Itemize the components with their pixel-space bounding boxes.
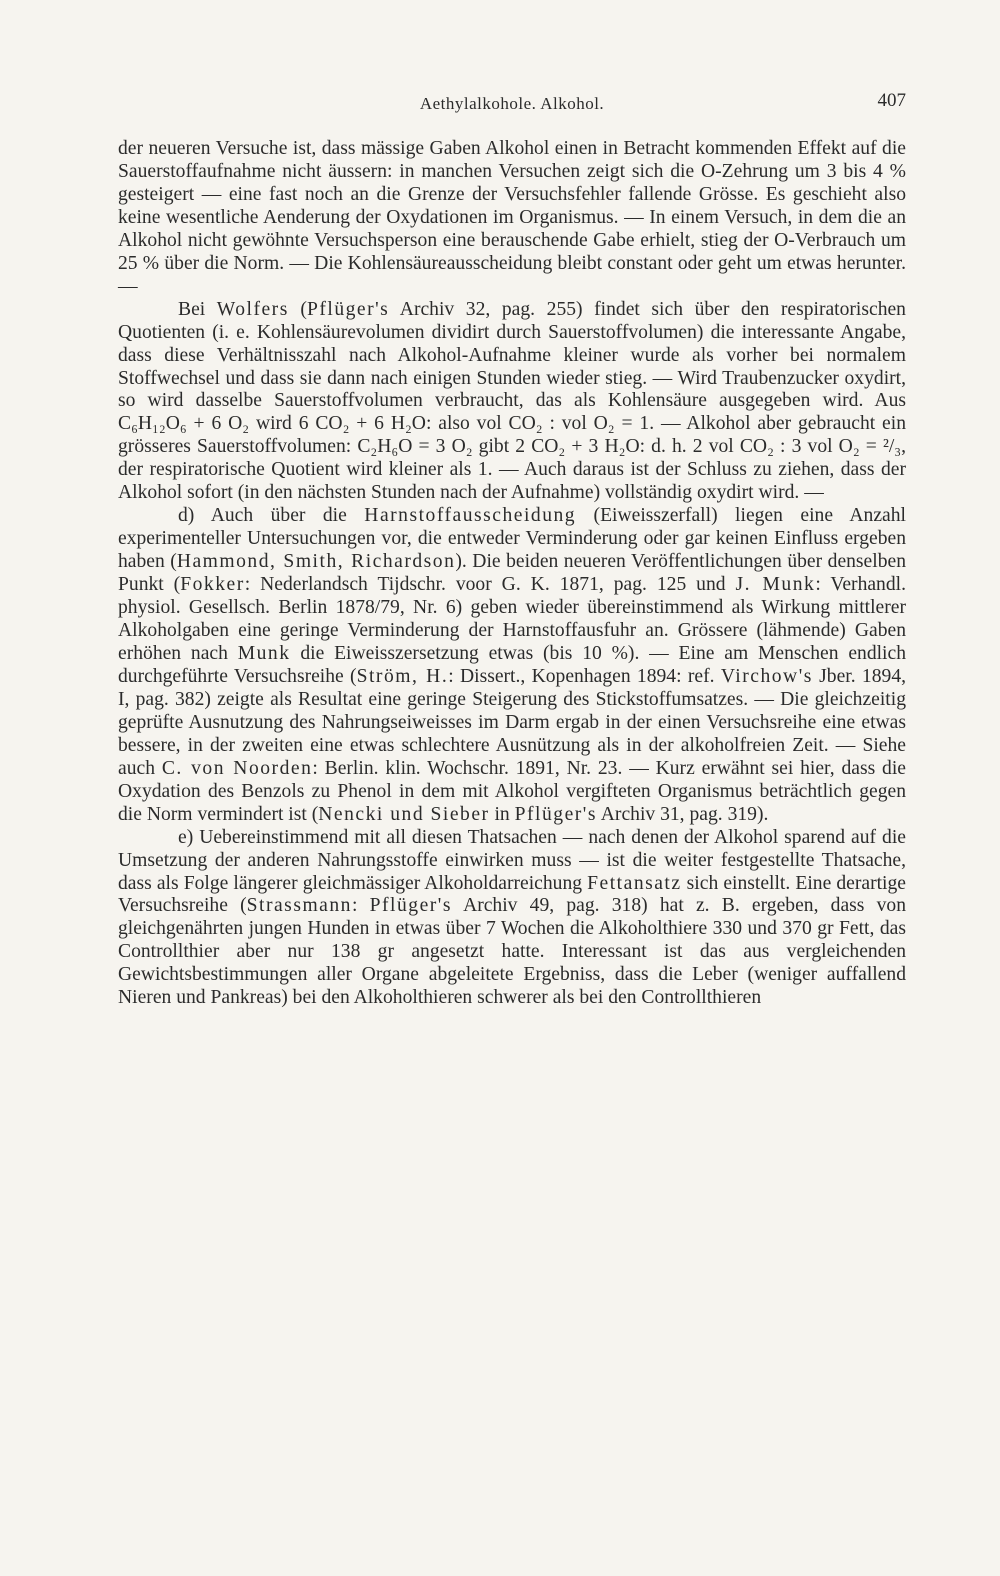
page-number: 407 [877, 90, 906, 111]
text-run: in [489, 803, 515, 825]
text-run: ( [288, 298, 307, 320]
text-run: Jber. 1894, I, pag. 382) zeigte als Resultat eine geringe Steigerung des Stickstoffumsatzes. — Die gleichzeitig geprüfte Ausnutzung des Nahrungseiweisses im Darm ergab in der einen Versuchsreihe eine etwas bessere, in der zweiten eine etwas schlechtere Ausnützung als in der alkoholfreien Zeit. — Siehe auch [118, 665, 907, 779]
text-run: : Verhandl. physiol. Gesellsch. Berlin 1878/79, Nr. 6) geben wieder übereinstimmend als Wirkung mittlerer Alkoholgaben eine geringe Verminderung der Harnstoffausfuhr an. Grössere (lähmende) Gaben erhöhen nach [118, 574, 906, 664]
text-run: : [351, 895, 370, 917]
spaced-name: Munk [237, 642, 291, 664]
spaced-name: Fettansatz [587, 872, 682, 894]
spaced-name: C. von Noorden [161, 757, 313, 779]
text-run: Bei [178, 298, 217, 320]
text-run: ). Die beiden neueren Veröffentlichungen über denselben Punkt ( [118, 551, 906, 596]
spaced-name: Wolfers [216, 298, 289, 320]
spaced-name: Harnstoffausscheidung [364, 505, 577, 527]
spaced-name: Virchow's [720, 665, 813, 687]
text-run: sich einstellt. Eine derartige Versuchsreihe ( [118, 872, 906, 917]
running-header [118, 90, 906, 120]
text-run: e) Uebereinstimmend mit all diesen Thatsachen — nach denen der Alkohol sparend auf die Umsetzung der anderen Nahrungsstoffe einwirken muss — ist die weiter festgestellte Thatsache, dass als Folge längerer gleichmässiger Alkoholdarreichung [118, 826, 906, 894]
text-run: die Eiweisszersetzung etwas (bis 10 %). — Eine am Menschen endlich durchgeführte Versuchsreihe ( [118, 642, 906, 687]
spaced-name: Fokker [180, 574, 245, 596]
text-run: (Eiweisszerfall) liegen eine Anzahl experimenteller Untersuchungen vor, die entweder Verminderung oder gar keinen Einfluss ergeben haben ( [118, 505, 906, 573]
paragraph [118, 138, 906, 299]
text-run: d) Auch über die [178, 505, 365, 527]
spaced-name: Hammond, Smith, Richardson [176, 551, 456, 573]
text-run: Archiv 49, pag. 318) hat z. B. ergeben, dass von gleichgenährten jungen Hunden in etwas über 7 Wochen die Alkoholthiere 330 und 370 gr Fett, das Controllthier aber nur 138 gr angesetzt hatte. Interessant ist das aus vergleichenden Gewichtsbestimmungen aller Organe abgeleitete Ergebniss, dass die Leber (weniger auffallend Nieren und Pankreas) bei den Alkoholthieren schwerer als bei den Controllthieren [118, 895, 907, 1009]
paragraph [118, 505, 906, 826]
text-run: Archiv 32, pag. 255) findet sich über den respiratorischen Quotienten (i. e. Kohlensäurevolumen dividirt durch Sauerstoffvolumen) die interessante Angabe, dass diese Verhältnisszahl nach Alkohol-Aufnahme kleiner wurde als vorher bei normalem Stoffwechsel und dass sie dann nach einigen Stunden wieder stieg. — Wird Traubenzucker oxydirt, so wird dasselbe Sauerstoffvolumen verbraucht, das als Kohlensäure ausgegeben wird. Aus C₆H₁₂O₆ + 6 O₂ wird 6 CO₂ + 6 H₂O: also vol CO₂ : vol O₂ = 1. — Alkohol aber gebraucht ein grösseres Sauerstoffvolumen: C₂H₆O = 3 O₂ gibt 2 CO₂ + 3 H₂O: d. h. 2 vol CO₂ : 3 vol O₂ = ²/₃, der respiratorische Quotient wird kleiner als 1. — Auch daraus ist der Schluss zu ziehen, dass der Alkohol sofort (in den nächsten Stunden nach der Aufnahme) vollständig oxydirt wird. — [118, 298, 906, 504]
body-text [118, 138, 906, 1010]
spaced-name: J. Munk [735, 574, 816, 596]
spaced-name: Ström, H. [356, 665, 449, 687]
spaced-name: Pflüger's [306, 298, 390, 320]
paragraph [118, 827, 906, 1011]
text-run: : Berlin. klin. Wochschr. 1891, Nr. 23. — Kurz erwähnt sei hier, dass die Oxydation des Benzols zu Phenol in dem mit Alkohol vergifteten Organismus beträchtlich gegen die Norm vermindert ist ( [118, 757, 906, 825]
spaced-name: Nencki und Sieber [318, 803, 490, 825]
spaced-name: Pflüger's [369, 895, 452, 917]
text-run: : Dissert., Kopenhagen 1894: ref. [448, 665, 721, 687]
text-run: Archiv 31, pag. 319). [596, 803, 769, 825]
running-title: Aethylalkohole. Alkohol. [419, 94, 605, 113]
spaced-name: Pflüger's [514, 803, 597, 825]
text-run: der neueren Versuche ist, dass mässige Gaben Alkohol einen in Betracht kommenden Effekt auf die Sauerstoffaufnahme nicht äussern: in manchen Versuchen zeigt sich die O-Zehrung um 3 bis 4 % gesteigert — eine fast noch an die Grenze der Versuchsfehler fallende Grösse. Es geschieht also keine wesentliche Aenderung der Oxydationen im Organismus. — In einem Versuch, in dem die an Alkohol nicht gewöhnte Versuchsperson eine berauschende Gabe erhielt, stieg der O-Verbrauch um 25 % über die Norm. — Die Kohlensäureausscheidung bleibt constant oder geht um etwas herunter. — [118, 138, 906, 297]
spaced-name: Strassmann [246, 895, 352, 917]
paragraph [118, 299, 906, 506]
text-run: : Nederlandsch Tijdschr. voor G. K. 1871, pag. 125 und [244, 574, 736, 596]
